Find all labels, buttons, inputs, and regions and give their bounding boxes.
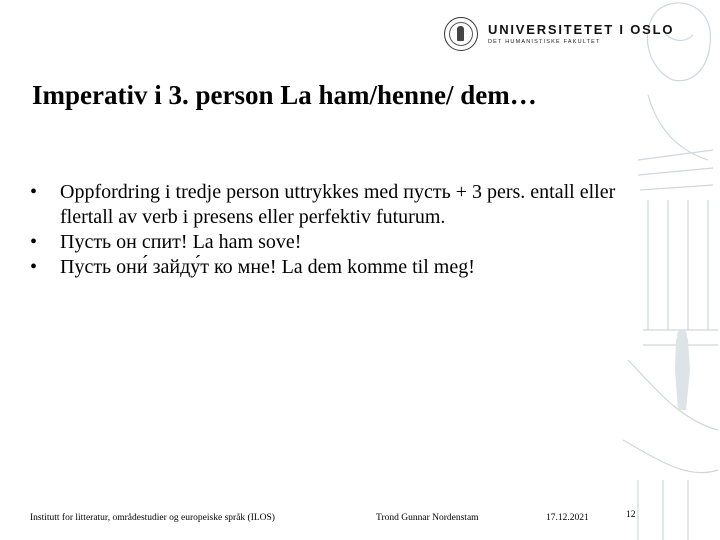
footer-author: Trond Gunnar Nordenstam	[376, 513, 479, 523]
bullet-item	[30, 230, 630, 255]
bullet-text: Пусть он спит! La ham sove!	[60, 231, 302, 253]
bullet-marker: •	[30, 256, 38, 278]
university-logo	[444, 15, 674, 53]
faculty-name: DET HUMANISTISKE FAKULTET	[488, 39, 601, 45]
university-name: UNIVERSITETET I OSLO	[488, 22, 675, 37]
university-seal-icon	[444, 17, 478, 51]
footer-institute: Institutt for litteratur, områdestudier og europeiske språk (ILOS)	[30, 513, 275, 523]
bullet-item	[30, 180, 630, 230]
footer-date: 17.12.2021	[546, 513, 589, 523]
bullet-item	[30, 255, 630, 280]
decorative-illustration	[618, 0, 720, 540]
bullet-marker: •	[30, 231, 38, 253]
bullet-marker: •	[30, 181, 38, 203]
slide-title: Imperativ i 3. person La ham/henne/ dem…	[32, 80, 537, 110]
bullet-text: Oppfordring i tredje person uttrykkes med пусть + 3 pers. entall eller flertall av verb i presens eller perfektiv futurum.	[60, 181, 616, 228]
bullet-list	[30, 180, 630, 280]
page-number: 12	[626, 510, 636, 520]
bullet-text: Пусть они́ зайду́т ко мне! La dem komme til meg!	[60, 256, 475, 278]
